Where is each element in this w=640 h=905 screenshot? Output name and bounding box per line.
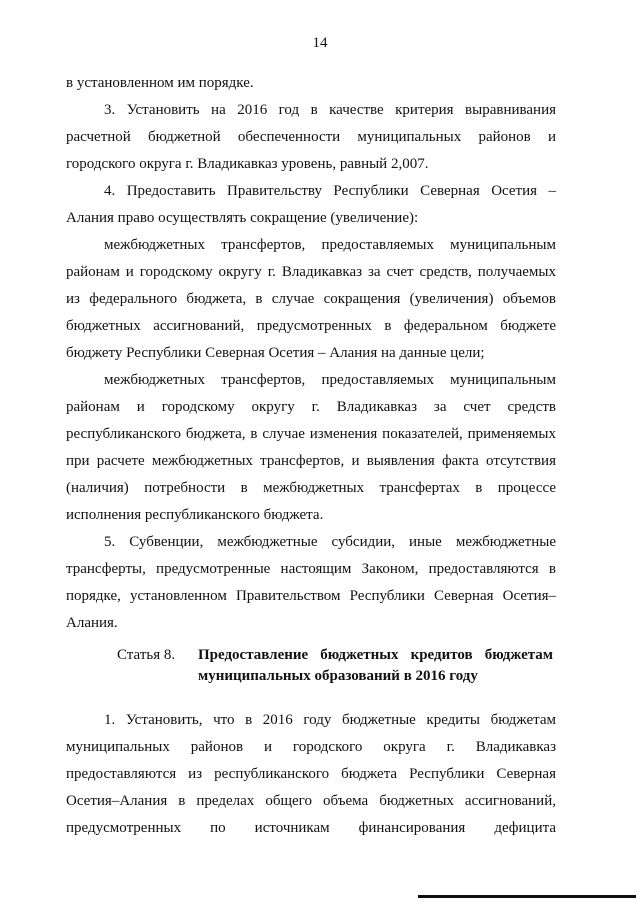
bottom-rule (418, 895, 636, 898)
text-line: при расчете межбюджетных трансфертов, и выявления факта отсутствия (66, 453, 556, 469)
text-line: районам и городскому округу г. Владикавказ за счет средств (66, 399, 556, 415)
text-line: 4. Предоставить Правительству Республики Северная Осетия – (104, 183, 556, 199)
page-number: 14 (312, 35, 328, 51)
text-line: бюджету Республики Северная Осетия – Алания на данные цели; (66, 345, 485, 361)
text-line: в установленном им порядке. (66, 75, 254, 91)
text-line: республиканского бюджета, в случае изменения показателей, применяемых (66, 426, 556, 442)
text-line: межбюджетных трансфертов, предоставляемых муниципальным (104, 237, 556, 253)
text-line: 5. Субвенции, межбюджетные субсидии, иные межбюджетные (104, 534, 556, 550)
text-line: Алания. (66, 615, 118, 631)
text-line: бюджетных ассигнований, предусмотренных в федеральном бюджете (66, 318, 556, 334)
article-label: Статья 8. (117, 647, 176, 663)
text-line: исполнения республиканского бюджета. (66, 507, 324, 523)
text-line: из федерального бюджета, в случае сокращения (увеличения) объемов (66, 291, 556, 307)
text-line: трансферты, предусмотренные настоящим Законом, предоставляются в (66, 561, 556, 577)
article-title-line-2: муниципальных образований в 2016 году (198, 668, 478, 684)
text-line: городского округа г. Владикавказ уровень, равный 2,007. (66, 156, 429, 172)
text-line: предусмотренных по источникам финансирования дефицита (66, 820, 556, 836)
text-line: межбюджетных трансфертов, предоставляемых муниципальным (104, 372, 556, 388)
text-line: предоставляются из республиканского бюджета Республики Северная (66, 766, 556, 782)
text-line: расчетной бюджетной обеспеченности муниципальных районов и (66, 129, 556, 145)
text-line: 1. Установить, что в 2016 году бюджетные кредиты бюджетам (104, 712, 556, 728)
text-line: Алания право осуществлять сокращение (увеличение): (66, 210, 419, 226)
text-line: 3. Установить на 2016 год в качестве критерия выравнивания (104, 102, 556, 118)
text-line: районам и городскому округу г. Владикавказ за счет средств, получаемых (66, 264, 556, 280)
article-title-line-1: Предоставление бюджетных кредитов бюджетам (198, 647, 553, 663)
text-line: Осетия–Алания в пределах общего объема бюджетных ассигнований, (66, 793, 556, 809)
text-line: порядке, установленном Правительством Республики Северная Осетия– (66, 588, 556, 604)
text-line: (наличия) потребности в межбюджетных трансфертах в процессе (66, 480, 556, 496)
text-line: муниципальных районов и городского округа г. Владикавказ (66, 739, 556, 755)
